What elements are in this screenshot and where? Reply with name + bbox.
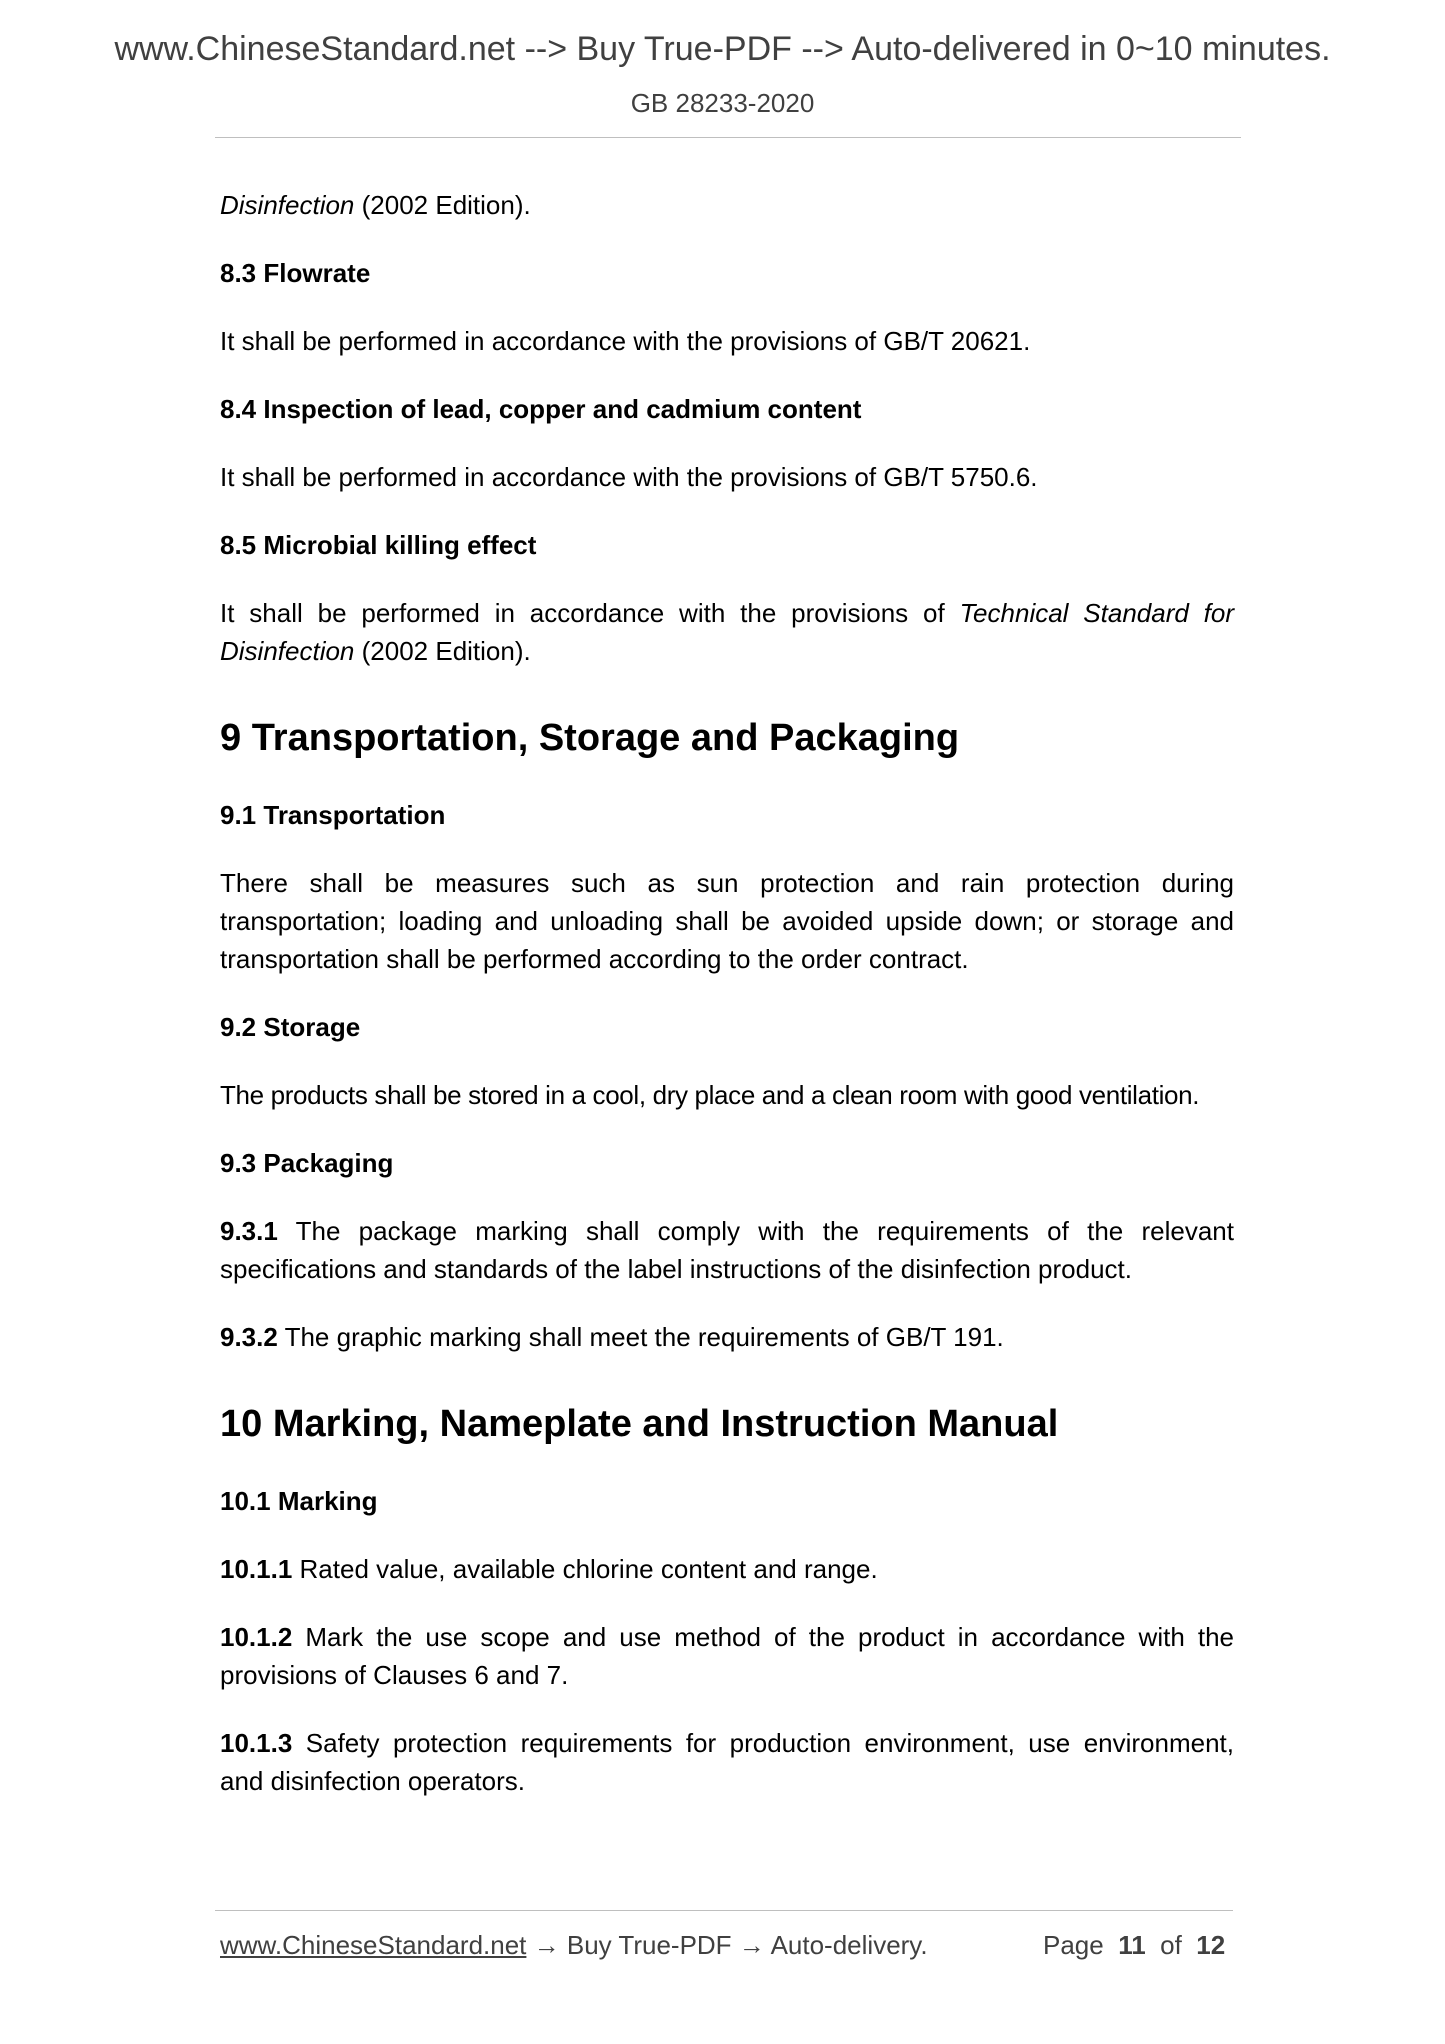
- clause-9-3-1: [220, 1212, 1234, 1288]
- header-banner: www.ChineseStandard.net --> Buy True-PDF --> Auto-delivered in 0~10 minutes.: [114, 30, 1331, 68]
- page-word: Page: [1043, 1930, 1104, 1960]
- chapter-heading-10: 10 Marking, Nameplate and Instruction Manual: [220, 1403, 1059, 1445]
- section-heading-9-1: 9.1 Transportation: [220, 800, 446, 830]
- paragraph-9-2: The products shall be stored in a cool, dry place and a clean room with good ventilation.: [220, 1080, 1200, 1110]
- clause-9-3-1-number: 9.3.1: [220, 1216, 278, 1246]
- clause-9-3-2-number: 9.3.2: [220, 1322, 278, 1352]
- clause-10-1-3-number: 10.1.3: [220, 1728, 293, 1758]
- paragraph-8-5: [220, 594, 1234, 670]
- current-page: 11: [1118, 1930, 1146, 1960]
- page-number: [1043, 1930, 1225, 1961]
- clause-10-1-1-text: Rated value, available chlorine content and range.: [292, 1554, 878, 1584]
- paragraph-8-3: It shall be performed in accordance with the provisions of GB/T 20621.: [220, 326, 1031, 356]
- paragraph-8-5-text-b: (2002 Edition).: [354, 636, 531, 666]
- section-heading-10-1: 10.1 Marking: [220, 1486, 378, 1516]
- continued-paragraph-italic: Disinfection: [220, 190, 355, 220]
- clause-10-1-2-text: Mark the use scope and use method of the product in accordance with the provisions of Clauses 6 and 7.: [220, 1622, 1234, 1690]
- section-heading-8-4: 8.4 Inspection of lead, copper and cadmium content: [220, 394, 862, 424]
- section-heading-8-3: 8.3 Flowrate: [220, 258, 371, 288]
- document-code: GB 28233-2020: [630, 88, 815, 118]
- paragraph-8-5-italic: Technical Standard for Disinfection: [220, 598, 1235, 666]
- page-content: [220, 186, 1234, 1800]
- paragraph-9-1: There shall be measures such as sun protection and rain protection during transportation; loading and unloading shall be avoided upside down; or storage and transportation shall be performed according to the order contract.: [220, 868, 1234, 974]
- clause-9-3-2: [220, 1318, 1234, 1356]
- continued-paragraph-text: (2002 Edition).: [354, 190, 531, 220]
- footer-divider: [215, 1910, 1233, 1911]
- section-heading-9-2: 9.2 Storage: [220, 1012, 361, 1042]
- paragraph-8-4: It shall be performed in accordance with the provisions of GB/T 5750.6.: [220, 462, 1038, 492]
- clause-9-3-1-text: The package marking shall comply with the requirements of the relevant specifications and standards of the label instructions of the disinfection product.: [220, 1216, 1234, 1284]
- continued-paragraph: [220, 186, 1234, 224]
- section-heading-8-5: 8.5 Microbial killing effect: [220, 530, 537, 560]
- total-pages: 12: [1196, 1930, 1226, 1960]
- footer-promo: [220, 1930, 928, 1961]
- clause-9-3-2-text: The graphic marking shall meet the requirements of GB/T 191.: [277, 1322, 1004, 1352]
- clause-10-1-3: [220, 1724, 1234, 1800]
- clause-10-1-2: [220, 1618, 1234, 1694]
- clause-10-1-1-number: 10.1.1: [220, 1554, 293, 1584]
- paragraph-8-5-text-a: It shall be performed in accordance with the provisions of: [220, 598, 960, 628]
- footer-site-link[interactable]: www.ChineseStandard.net: [220, 1930, 527, 1960]
- section-heading-9-3: 9.3 Packaging: [220, 1148, 394, 1178]
- header-divider: [215, 137, 1241, 138]
- clause-10-1-3-text: Safety protection requirements for production environment, use environment, and disinfection operators.: [220, 1728, 1234, 1796]
- footer-promo-text: → Buy True-PDF → Auto-delivery.: [526, 1930, 928, 1960]
- of-word: of: [1160, 1930, 1182, 1960]
- clause-10-1-1: [220, 1550, 1234, 1588]
- chapter-heading-9: 9 Transportation, Storage and Packaging: [220, 717, 960, 759]
- clause-10-1-2-number: 10.1.2: [220, 1622, 293, 1652]
